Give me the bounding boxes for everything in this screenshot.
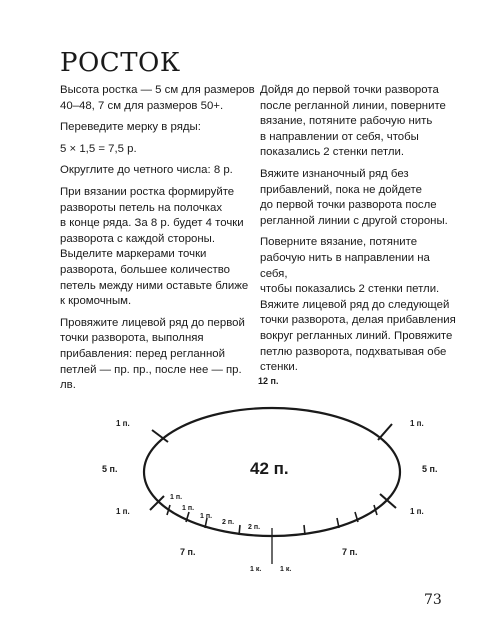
paragraph: Переведите мерку в ряды: bbox=[60, 121, 201, 134]
paragraph: 5 × 1,5 = 7,5 р. bbox=[60, 142, 137, 155]
label-right-edge: 1 к. bbox=[280, 566, 292, 573]
label-left-lower: 1 п. bbox=[116, 507, 130, 516]
paragraph: Высота ростка — 5 см для размеров 40–48, 7 см для размеров 50+. bbox=[60, 84, 255, 112]
label-left-bottom: 7 п. bbox=[180, 547, 196, 557]
label-left-top: 1 п. bbox=[116, 419, 130, 428]
paragraph: Поверните вязание, потяните рабочую нить в направлении на себя, чтобы показались 2 стенки петли. Вяжите лицевой ряд до следующей точки разворота, делая прибавления вокруг регланных линий. Провяжите петлю разворота, подхватывая обе стенки. bbox=[260, 236, 456, 374]
label-turn: 1 п. bbox=[170, 494, 183, 501]
label-right-top: 1 п. bbox=[410, 419, 424, 428]
page-number: 73 bbox=[424, 592, 442, 608]
label-turn: 1 п. bbox=[182, 505, 195, 512]
turn-point-marker bbox=[239, 525, 240, 535]
label-left-edge: 1 к. bbox=[250, 566, 262, 573]
label-turn: 2 п. bbox=[248, 524, 261, 531]
paragraph: При вязании ростка формируйте развороты петель на полочках в конце ряда. За 8 р. будет 4 точки разворота с каждой стороны. Выделите маркерами точки разворота, большее количество петель между ними оставьте ближе к кромочным. bbox=[60, 185, 249, 308]
paragraph: Дойдя до первой точки разворота после регланной линии, поверните вязание, потяните рабочую нить в направлении от себя, чтобы показались 2 стенки петли. bbox=[260, 84, 446, 159]
turn-point-marker bbox=[304, 525, 305, 535]
label-turn: 2 п. bbox=[222, 519, 235, 526]
label-turn: 1 п. bbox=[200, 513, 213, 520]
raglan-marker bbox=[380, 494, 396, 508]
raglan-marker bbox=[150, 496, 164, 510]
label-left-side: 5 п. bbox=[102, 464, 118, 474]
paragraph: Округлите до четного числа: 8 р. bbox=[60, 164, 233, 177]
label-right-side: 5 п. bbox=[422, 464, 438, 474]
page-title: РОСТОК bbox=[60, 48, 181, 78]
label-right-lower: 1 п. bbox=[410, 507, 424, 516]
paragraph: Вяжите изнаночный ряд без прибавлений, пока не дойдете до первой точки разворота после регланной линии с другой стороны. bbox=[260, 167, 448, 227]
label-top: 12 п. bbox=[258, 376, 279, 386]
raglan-marker bbox=[378, 424, 392, 440]
label-center: 42 п. bbox=[250, 459, 289, 478]
paragraph: Провяжите лицевой ряд до первой точки разворота, выполняя прибавления: перед регланной петлей — пр. пр., после нее — пр. лв. bbox=[60, 316, 245, 392]
label-right-bottom: 7 п. bbox=[342, 547, 358, 557]
